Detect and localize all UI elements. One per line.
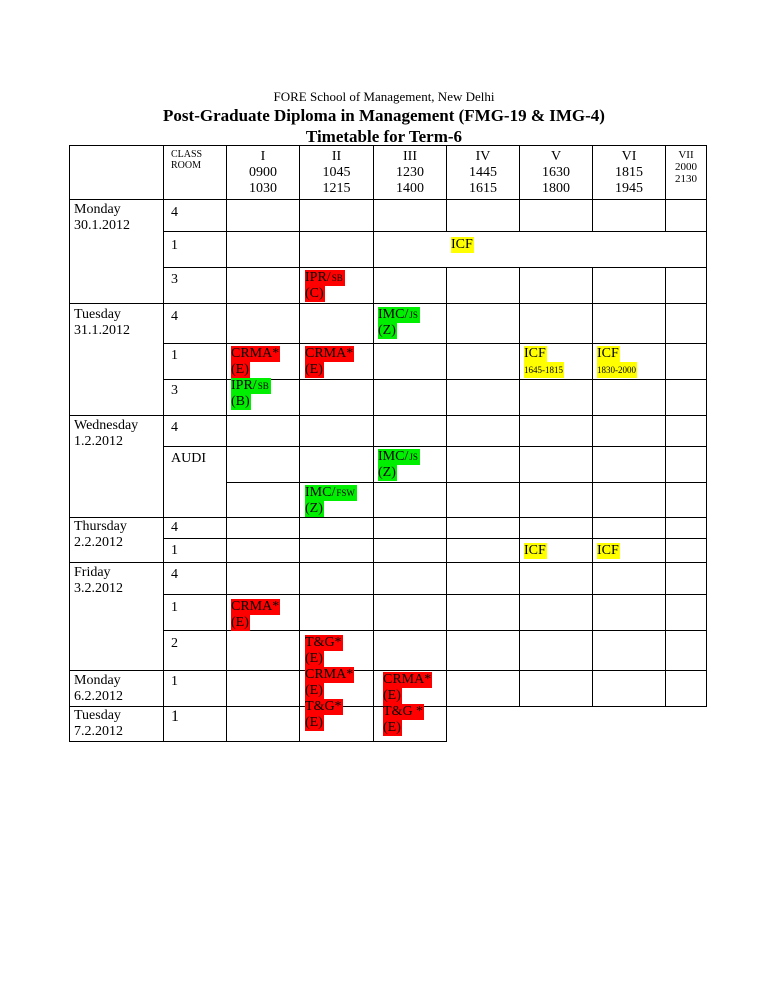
day-label: Monday 6.2.2012 xyxy=(74,673,123,704)
classroom-header: CLASS ROOM xyxy=(171,149,203,171)
room-number: 4 xyxy=(171,205,178,220)
room-number: 4 xyxy=(171,520,178,535)
day-label: Monday 30.1.2012 xyxy=(74,202,130,233)
session-icf: ICF xyxy=(597,543,619,558)
room-number: 1 xyxy=(171,543,178,558)
period-i-header: I 0900 1030 xyxy=(249,149,277,196)
period-vii-header: VII 2000 2130 xyxy=(675,149,697,185)
room-number: 3 xyxy=(171,272,178,287)
term-title: Timetable for Term-6 xyxy=(305,127,463,146)
session-crma: CRMA* (E) xyxy=(305,346,354,377)
session-icf: ICF 1830-2000 xyxy=(597,346,637,378)
session-imc: IMC/JS (Z) xyxy=(378,307,418,338)
room-number: 1 xyxy=(171,600,178,615)
room-number: 1 xyxy=(171,348,178,363)
room-number: 1 xyxy=(171,708,179,725)
period-ii-header: II 1045 1215 xyxy=(322,149,351,196)
room-number: 3 xyxy=(171,383,178,398)
session-ipr: IPR/SB (C) xyxy=(305,270,343,301)
day-label: Tuesday 7.2.2012 xyxy=(74,708,123,739)
session-crma: CRMA* (E) IPR/SB (B) xyxy=(231,346,280,409)
day-label: Thursday 2.2.2012 xyxy=(74,519,127,550)
room-number: 4 xyxy=(171,420,178,435)
session-imc: IMC/JS (Z) xyxy=(378,449,418,480)
room-number: 1 xyxy=(171,674,178,689)
programme-title: Post-Graduate Diploma in Management (FMG-19 & IMG-4) xyxy=(163,106,605,125)
period-v-header: V 1630 1800 xyxy=(542,149,570,196)
session-crma: CRMA* (E) xyxy=(231,599,280,630)
day-label: Wednesday 1.2.2012 xyxy=(74,418,139,449)
session-icf: ICF 1645-1815 xyxy=(524,346,564,378)
room-number: 1 xyxy=(171,238,178,253)
school-name: FORE School of Management, New Delhi xyxy=(273,89,495,104)
session-icf: ICF xyxy=(524,543,546,558)
room-number: 2 xyxy=(171,636,178,651)
day-label: Tuesday 31.1.2012 xyxy=(74,307,130,338)
day-label: Friday 3.2.2012 xyxy=(74,565,123,596)
period-vi-header: VI 1815 1945 xyxy=(615,149,643,196)
room-number: 4 xyxy=(171,309,178,324)
session-crma: CRMA* (E) T&G * (E) xyxy=(383,672,432,735)
session-imc: IMC/FSW (Z) xyxy=(305,485,355,516)
session-tg: T&G* (E) CRMA* (E) T&G* (E) xyxy=(305,635,354,730)
room-number: 4 xyxy=(171,567,178,582)
period-iv-header: IV 1445 1615 xyxy=(469,149,497,196)
period-iii-header: III 1230 1400 xyxy=(396,149,424,196)
room-number: AUDI xyxy=(171,451,206,466)
session-icf: ICF xyxy=(451,237,473,252)
